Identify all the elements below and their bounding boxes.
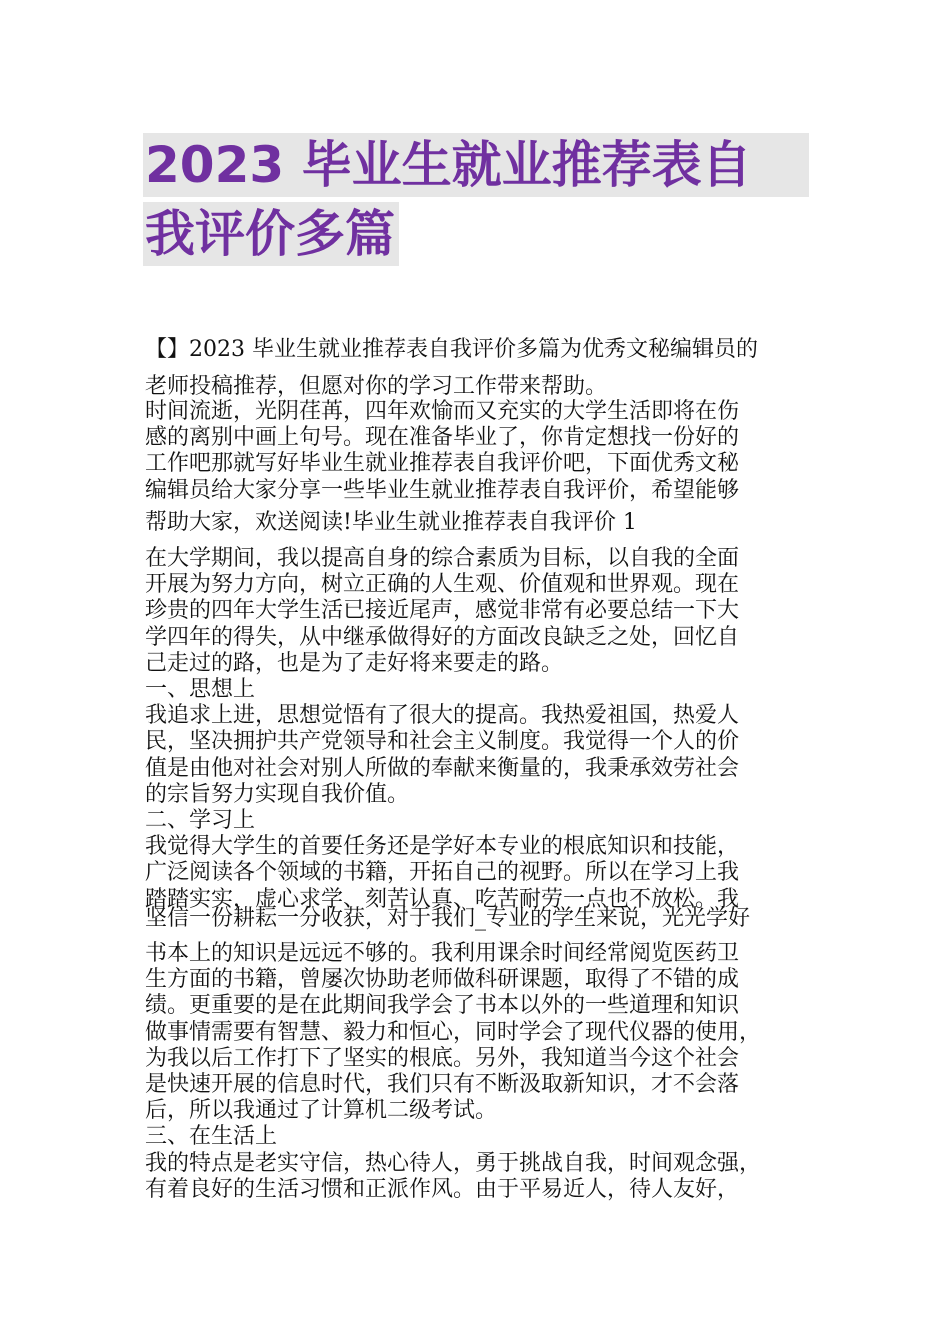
paragraph-line: 绩。更重要的是在此期间我学会了书本以外的一些道理和知识	[145, 993, 740, 1019]
paragraph-line: 时间流逝，光阴荏苒，四年欢愉而又充实的大学生活即将在伤	[145, 399, 740, 424]
paragraph-1-last-line: 帮助大家，欢送阅读!毕业生就业推荐表自我评价 1	[145, 510, 637, 535]
paragraph-line: 编辑员给大家分享一些毕业生就业推荐表自我评价，希望能够	[145, 477, 740, 503]
paragraph-line: 为我以后工作打下了坚实的根底。另外，我知道当今这个社会	[145, 1045, 740, 1071]
paragraph-line: 珍贵的四年大学生活已接近尾声，感觉非常有必要总结一下大	[145, 598, 740, 624]
intro-line-1: 【】2023 毕业生就业推荐表自我评价多篇为优秀文秘编辑员的	[145, 337, 758, 362]
paragraph-line: 工作吧那就写好毕业生就业推荐表自我评价吧，下面优秀文秘	[145, 451, 740, 477]
document-title-line-1: 2023 毕业生就业推荐表自	[143, 133, 809, 197]
paragraph-line: 我追求上进，思想觉悟有了很大的提高。我热爱祖国，热爱人	[145, 703, 740, 729]
paragraph-1	[145, 399, 815, 504]
paragraph-4	[145, 941, 815, 1203]
paragraph-line: 是快速开展的信息时代，我们只有不断汲取新知识，才不会落	[145, 1072, 740, 1098]
paragraph-3-line: 坚信一份耕耘一分收获，对于我们_专业的学生来说，光光学好	[145, 906, 751, 931]
paragraph-2	[145, 546, 815, 913]
paragraph-line: 踏踏实实，虚心求学、刻苦认真、吃苦耐劳一点也不放松。我	[145, 886, 740, 912]
document-title-line-2: 我评价多篇	[143, 202, 399, 266]
paragraph-line: 有着良好的生活习惯和正派作风。由于平易近人，待人友好，	[145, 1176, 740, 1202]
intro-line-2: 老师投稿推荐，但愿对你的学习工作带来帮助。	[145, 374, 608, 399]
section-heading: 一、思想上	[145, 677, 256, 703]
paragraph-line: 民，坚决拥护共产党领导和社会主义制度。我觉得一个人的价	[145, 729, 740, 755]
section-heading: 二、学习上	[145, 808, 256, 834]
section-heading: 三、在生活上	[145, 1124, 278, 1150]
paragraph-line: 感的离别中画上句号。现在准备毕业了，你肯定想找一份好的	[145, 425, 740, 451]
paragraph-line: 在大学期间，我以提高自身的综合素质为目标，以自我的全面	[145, 546, 740, 571]
paragraph-line: 我觉得大学生的首要任务还是学好本专业的根底知识和技能，	[145, 834, 740, 860]
paragraph-line: 开展为努力方向，树立正确的人生观、价值观和世界观。现在	[145, 572, 740, 598]
paragraph-line: 做事情需要有智慧、毅力和恒心，同时学会了现代仪器的使用，	[145, 1019, 762, 1045]
paragraph-line: 的宗旨努力实现自我价值。	[145, 781, 410, 807]
paragraph-line: 广泛阅读各个领域的书籍，开拓自己的视野。所以在学习上我	[145, 860, 740, 886]
paragraph-line: 书本上的知识是远远不够的。我利用课余时间经常阅览医药卫	[145, 941, 740, 966]
paragraph-line: 值是由他对社会对别人所做的奉献来衡量的，我秉承效劳社会	[145, 755, 740, 781]
paragraph-line: 生方面的书籍，曾屡次协助老师做科研课题，取得了不错的成	[145, 967, 740, 993]
paragraph-line: 我的特点是老实守信，热心待人，勇于挑战自我，时间观念强，	[145, 1150, 762, 1176]
paragraph-line: 学四年的得失，从中继承做得好的方面改良缺乏之处，回忆自	[145, 624, 740, 650]
paragraph-line: 后，所以我通过了计算机二级考试。	[145, 1098, 498, 1124]
paragraph-line: 己走过的路，也是为了走好将来要走的路。	[145, 650, 564, 676]
